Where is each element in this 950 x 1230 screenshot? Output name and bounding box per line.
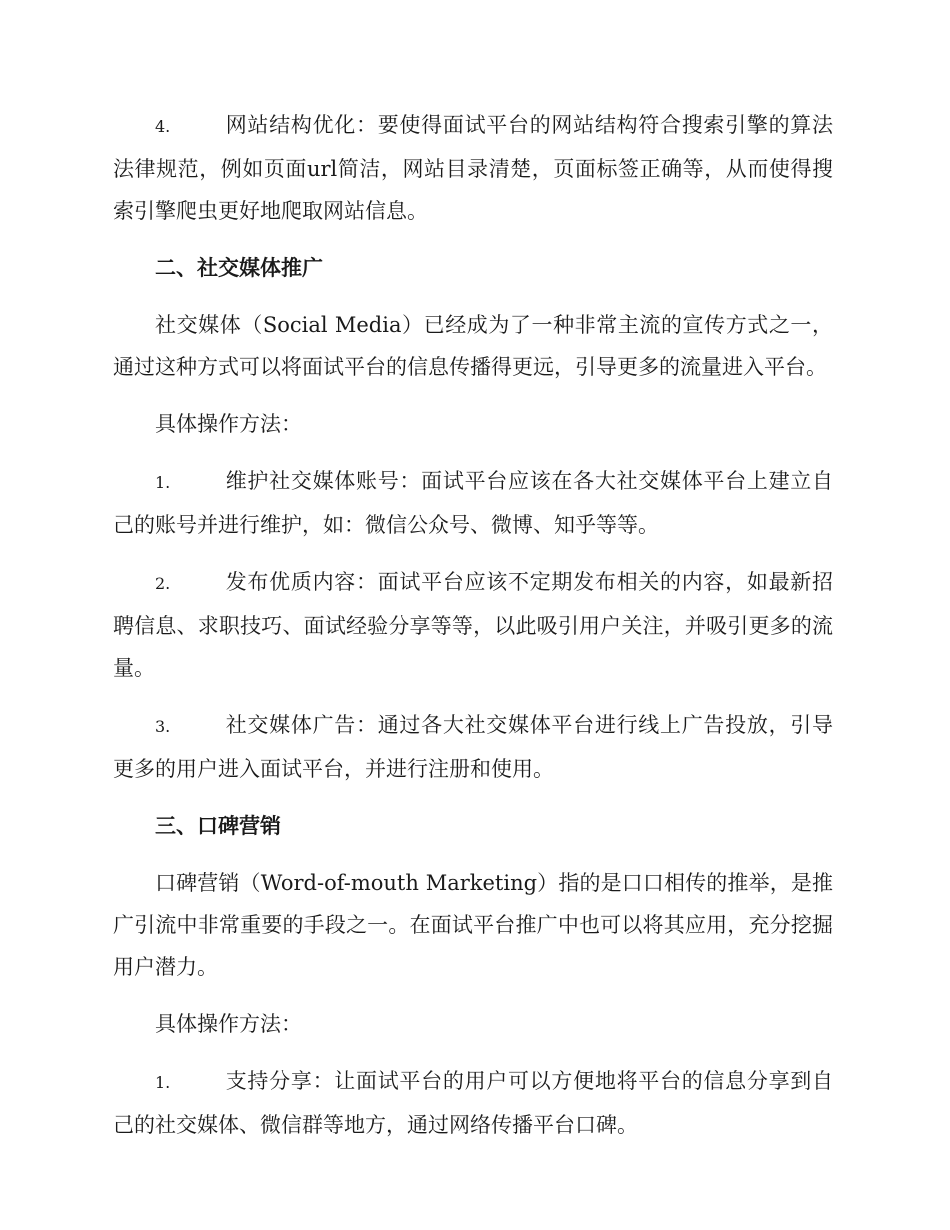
list-item-quality-content [113, 561, 833, 689]
list-item-social-ads [113, 704, 833, 790]
document-page [113, 104, 833, 1161]
list-item-text: 社交媒体广告：通过各大社交媒体平台进行线上广告投放，引导更多的用户进入面试平台，并进行注册和使用。 [113, 713, 833, 781]
section-heading-word-of-mouth: 三、口碑营销 [155, 813, 281, 838]
list-item-website-structure [113, 104, 833, 232]
list-item-number: 4. [155, 117, 171, 136]
section-heading-social-media: 二、社交媒体推广 [155, 255, 323, 280]
methods-label: 具体操作方法： [155, 1012, 302, 1036]
list-item-text: 支持分享：让面试平台的用户可以方便地将平台的信息分享到自己的社交媒体、微信群等地方，通过网络传播平台口碑。 [113, 1069, 833, 1137]
list-item-number: 1. [155, 1073, 171, 1092]
list-item-support-sharing [113, 1060, 833, 1146]
list-item-number: 2. [155, 574, 171, 593]
list-item-number: 1. [155, 473, 171, 492]
methods-label: 具体操作方法： [155, 412, 302, 436]
section-intro-word-of-mouth: 口碑营销（Word-of-mouth Marketing）指的是口口相传的推举，是推广引流中非常重要的手段之一。在面试平台推广中也可以将其应用，充分挖掘用户潜力。 [113, 871, 833, 979]
list-item-maintain-accounts [113, 460, 833, 546]
list-item-text: 维护社交媒体账号：面试平台应该在各大社交媒体平台上建立自己的账号并进行维护，如：微信公众号、微博、知乎等等。 [113, 469, 833, 537]
section-intro-social-media: 社交媒体（Social Media）已经成为了一种非常主流的宣传方式之一，通过这种方式可以将面试平台的信息传播得更远，引导更多的流量进入平台。 [113, 313, 833, 379]
list-item-text: 网站结构优化：要使得面试平台的网站结构符合搜索引擎的算法法律规范，例如页面url简洁，网站目录清楚，页面标签正确等，从而使得搜索引擎爬虫更好地爬取网站信息。 [113, 113, 833, 223]
list-item-number: 3. [155, 717, 171, 736]
list-item-text: 发布优质内容：面试平台应该不定期发布相关的内容，如最新招聘信息、求职技巧、面试经验分享等等，以此吸引用户关注，并吸引更多的流量。 [113, 570, 833, 680]
